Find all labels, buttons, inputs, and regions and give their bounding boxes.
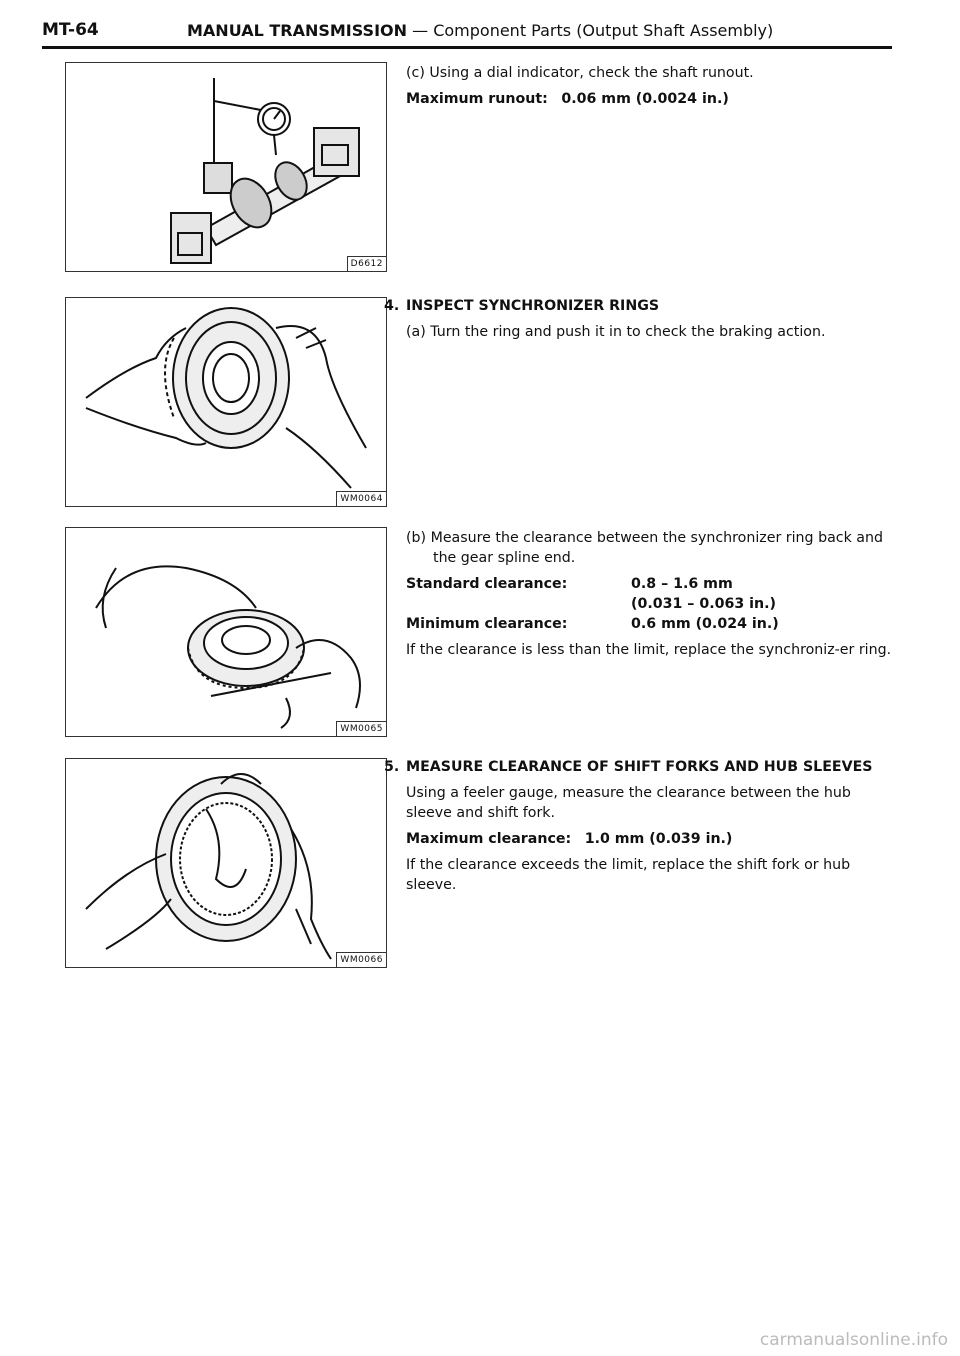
dial-indicator-illustration [66,63,386,271]
shift-fork-clearance-spec [406,829,896,849]
shift-fork-clearance-label: Maximum clearance: [406,831,572,847]
figure-ring-braking [65,297,387,507]
step-4b-instruction: (b) Measure the clearance between the synchronizer ring back and the gear spline end. [406,530,883,566]
figure-id: WM0065 [336,721,386,736]
figure-ring-clearance [65,527,387,737]
standard-clearance-value-inches: (0.031 – 0.063 in.) [631,596,776,612]
standard-clearance-value: 0.8 – 1.6 mm [631,576,733,592]
step-5-number: 5. [384,759,400,775]
standard-clearance-spec [406,574,896,594]
section-subtitle: — Component Parts (Output Shaft Assembly) [407,21,774,40]
synchronizer-replace-note: If the clearance is less than the limit, replace the synchroniz-er ring. [406,642,892,658]
figure-shaft-runout [65,62,387,272]
step-c-block [406,63,896,109]
runout-spec-label: Maximum runout: [406,91,548,107]
standard-clearance-spec-inches [406,594,896,614]
step-4-block [384,296,896,342]
minimum-clearance-value: 0.6 mm (0.024 in.) [631,616,779,632]
page-header [42,18,892,49]
synchronizer-ring-illustration [66,298,386,506]
minimum-clearance-label: Minimum clearance: [406,616,568,632]
step-4b-block [406,528,896,660]
step-4-number: 4. [384,298,400,314]
step-5-heading: MEASURE CLEARANCE OF SHIFT FORKS AND HUB SLEEVES [406,759,873,775]
figure-id: WM0064 [336,491,386,506]
step-4-heading: INSPECT SYNCHRONIZER RINGS [406,298,660,314]
watermark: carmanualsonline.info [759,1330,948,1350]
page-title [187,21,773,40]
standard-clearance-label: Standard clearance: [406,576,568,592]
runout-spec [406,89,896,109]
figure-id: WM0066 [336,952,386,967]
shift-fork-clearance-value: 1.0 mm (0.039 in.) [584,831,733,847]
shift-fork-illustration [66,759,386,967]
minimum-clearance-spec [406,614,896,634]
figure-id: D6612 [347,256,386,271]
section-title: MANUAL TRANSMISSION [187,21,408,40]
step-c-instruction: (c) Using a dial indicator, check the shaft runout. [406,65,754,81]
runout-spec-value: 0.06 mm (0.0024 in.) [561,91,729,107]
step-4a-instruction: (a) Turn the ring and push it in to check the braking action. [406,324,826,340]
step-5-block [384,757,896,895]
step-5-instruction: Using a feeler gauge, measure the clearance between the hub sleeve and shift fork. [406,785,851,821]
figure-shift-fork [65,758,387,968]
page-code: MT-64 [42,20,99,40]
feeler-gauge-gear-illustration [66,528,386,736]
shift-fork-replace-note: If the clearance exceeds the limit, replace the shift fork or hub sleeve. [406,857,851,893]
